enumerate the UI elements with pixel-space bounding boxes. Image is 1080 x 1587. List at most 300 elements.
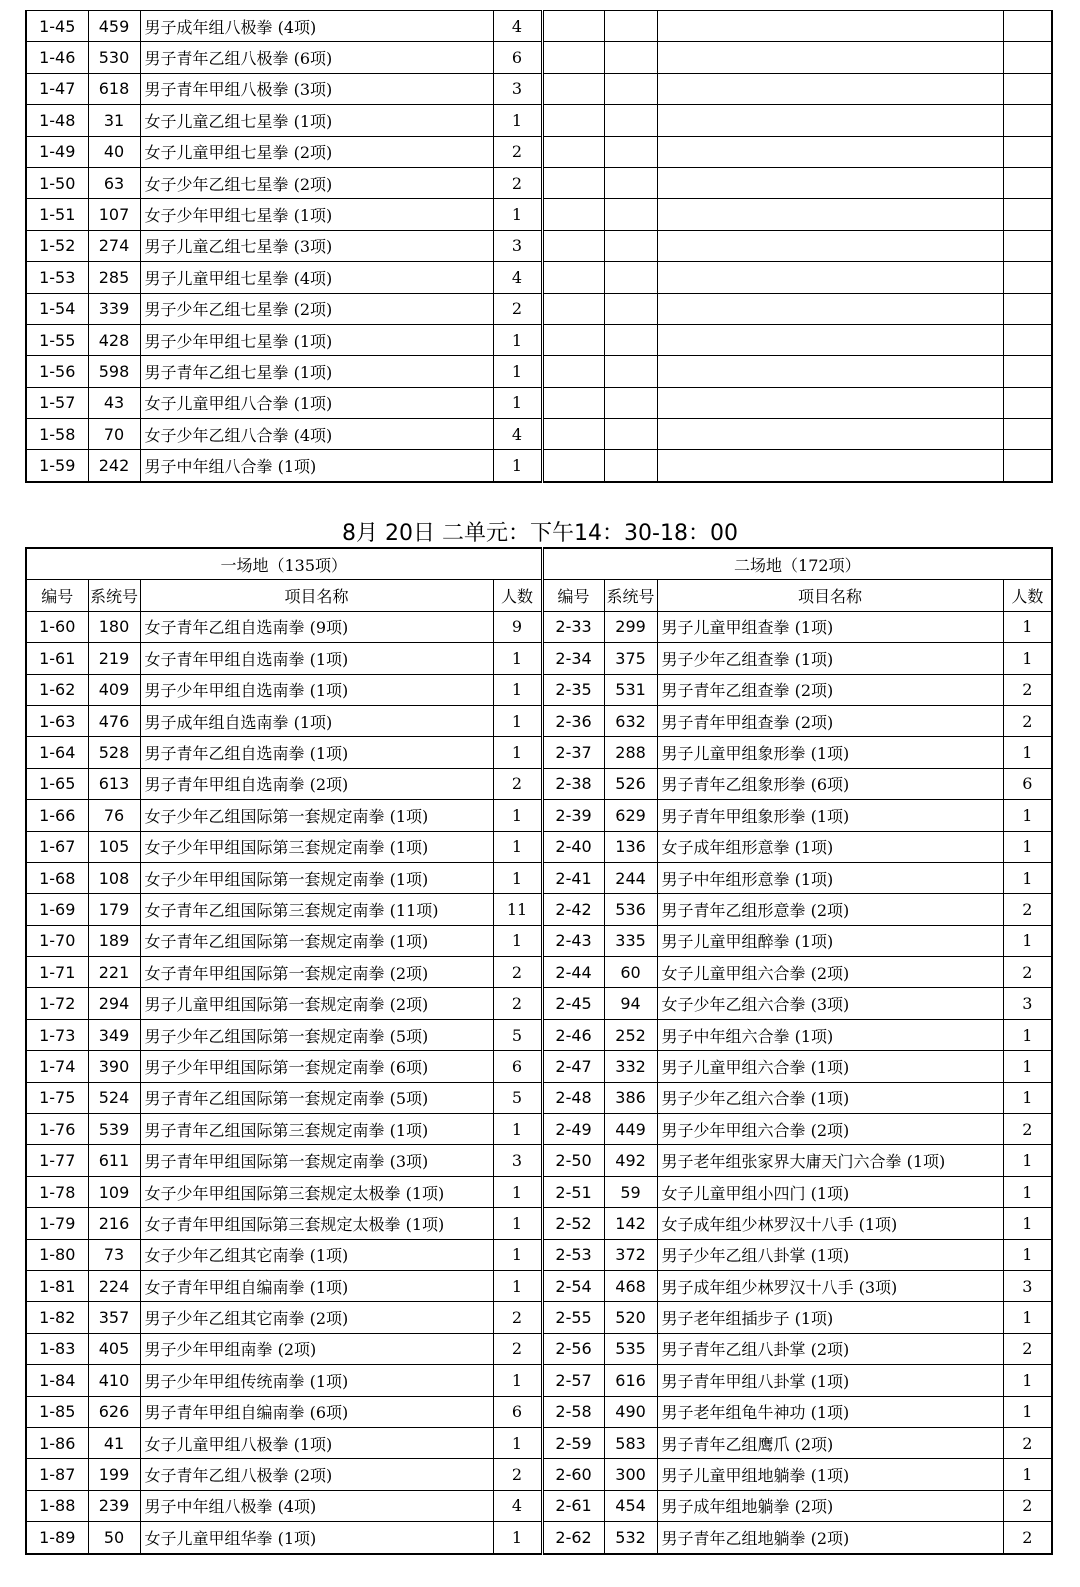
participant-count: 6 [493, 1051, 542, 1082]
empty-cell [604, 450, 657, 482]
event-code: 2-52 [542, 1208, 604, 1239]
empty-cell [542, 167, 604, 198]
participant-count: 1 [493, 705, 542, 736]
empty-cell [657, 230, 1003, 261]
table-row [26, 1019, 1052, 1050]
event-name: 男子中年组八极拳 (4项) [140, 1490, 493, 1521]
empty-cell [1003, 42, 1052, 73]
empty-cell [604, 73, 657, 104]
event-code: 2-43 [542, 925, 604, 956]
event-code: 1-71 [26, 957, 88, 988]
empty-cell [542, 199, 604, 230]
empty-cell [1003, 73, 1052, 104]
system-number: 252 [604, 1019, 657, 1050]
event-name: 女子少年乙组其它南拳 (1项) [140, 1239, 493, 1270]
empty-cell [657, 293, 1003, 324]
table-row [26, 643, 1052, 674]
event-name: 女子青年乙组自选南拳 (9项) [140, 611, 493, 642]
system-number: 107 [88, 199, 140, 230]
table-row [26, 356, 1052, 387]
session-title: 8月 20日 二单元：下午14：30-18：00 [342, 521, 738, 546]
event-code: 2-44 [542, 957, 604, 988]
participant-count: 1 [1003, 737, 1052, 768]
event-name: 男子少年乙组查拳 (1项) [657, 643, 1003, 674]
event-code: 1-77 [26, 1145, 88, 1176]
empty-cell [604, 42, 657, 73]
event-name: 女子儿童甲组华拳 (1项) [140, 1522, 493, 1554]
event-code: 2-47 [542, 1051, 604, 1082]
system-number: 94 [604, 988, 657, 1019]
participant-count: 2 [493, 1302, 542, 1333]
event-code: 1-53 [26, 262, 88, 293]
participant-count: 2 [493, 988, 542, 1019]
table-row [26, 199, 1052, 230]
event-name: 男子老年组张家界大庸天门六合拳 (1项) [657, 1145, 1003, 1176]
system-number: 490 [604, 1396, 657, 1427]
event-code: 1-88 [26, 1490, 88, 1521]
event-name: 男子儿童甲组象形拳 (1项) [657, 737, 1003, 768]
event-name: 男子青年乙组象形拳 (6项) [657, 768, 1003, 799]
participant-count: 6 [493, 42, 542, 73]
event-name: 男子青年甲组查拳 (2项) [657, 705, 1003, 736]
empty-cell [1003, 11, 1052, 42]
empty-cell [542, 356, 604, 387]
system-number: 535 [604, 1333, 657, 1364]
participant-count: 1 [493, 674, 542, 705]
participant-count: 2 [493, 167, 542, 198]
participant-count: 2 [1003, 1490, 1052, 1521]
col-sys-header-2: 系统号 [604, 580, 657, 611]
event-code: 1-62 [26, 674, 88, 705]
system-number: 531 [604, 674, 657, 705]
event-code: 1-69 [26, 894, 88, 925]
participant-count: 1 [493, 1114, 542, 1145]
event-name: 女子少年乙组六合拳 (3项) [657, 988, 1003, 1019]
event-code: 1-82 [26, 1302, 88, 1333]
participant-count: 2 [493, 957, 542, 988]
table-row [26, 450, 1052, 482]
participant-count: 4 [493, 11, 542, 42]
empty-cell [657, 262, 1003, 293]
event-name: 女子少年甲组国际第一套规定南拳 (1项) [140, 862, 493, 893]
empty-cell [1003, 324, 1052, 355]
event-name: 男子少年乙组七星拳 (2项) [140, 293, 493, 324]
col-count-header-2: 人数 [1003, 580, 1052, 611]
event-name: 男子成年组地躺拳 (2项) [657, 1490, 1003, 1521]
event-name: 男子青年乙组地躺拳 (2项) [657, 1522, 1003, 1554]
event-name: 女子成年组少林罗汉十八手 (1项) [657, 1208, 1003, 1239]
participant-count: 3 [493, 1145, 542, 1176]
event-name: 男子老年组龟牛神功 (1项) [657, 1396, 1003, 1427]
table-row [26, 1082, 1052, 1113]
table-row [26, 1459, 1052, 1490]
table-row [26, 957, 1052, 988]
system-number: 626 [88, 1396, 140, 1427]
col-count-header: 人数 [493, 580, 542, 611]
event-name: 女子儿童甲组八合拳 (1项) [140, 387, 493, 418]
system-number: 539 [88, 1114, 140, 1145]
event-code: 1-57 [26, 387, 88, 418]
col-name-header-2: 项目名称 [657, 580, 1003, 611]
table-row [26, 324, 1052, 355]
participant-count: 1 [1003, 611, 1052, 642]
empty-cell [1003, 262, 1052, 293]
top-schedule-body [26, 11, 1052, 482]
event-code: 2-61 [542, 1490, 604, 1521]
participant-count: 1 [1003, 1051, 1052, 1082]
venue-header-row [26, 548, 1052, 580]
system-number: 73 [88, 1239, 140, 1270]
system-number: 632 [604, 705, 657, 736]
participant-count: 1 [493, 324, 542, 355]
empty-cell [1003, 136, 1052, 167]
venue2-header: 二场地（172项） [542, 548, 1052, 580]
event-code: 1-66 [26, 800, 88, 831]
participant-count: 1 [493, 1427, 542, 1458]
event-name: 男子少年乙组国际第一套规定南拳 (5项) [140, 1019, 493, 1050]
table-row [26, 1114, 1052, 1145]
system-number: 221 [88, 957, 140, 988]
event-name: 男子青年乙组形意拳 (2项) [657, 894, 1003, 925]
event-name: 男子青年乙组国际第一套规定南拳 (5项) [140, 1082, 493, 1113]
event-code: 2-58 [542, 1396, 604, 1427]
system-number: 526 [604, 768, 657, 799]
venue1-header: 一场地（135项） [26, 548, 542, 580]
empty-cell [542, 42, 604, 73]
table-row [26, 1333, 1052, 1364]
table-row [26, 925, 1052, 956]
empty-cell [542, 11, 604, 42]
event-code: 1-67 [26, 831, 88, 862]
table-row [26, 293, 1052, 324]
table-row [26, 831, 1052, 862]
empty-cell [542, 387, 604, 418]
event-code: 1-61 [26, 643, 88, 674]
table-row [26, 1239, 1052, 1270]
table-row [26, 1208, 1052, 1239]
event-code: 1-81 [26, 1270, 88, 1301]
system-number: 180 [88, 611, 140, 642]
empty-cell [604, 167, 657, 198]
event-name: 男子少年甲组六合拳 (2项) [657, 1114, 1003, 1145]
empty-cell [657, 450, 1003, 482]
event-name: 男子中年组八合拳 (1项) [140, 450, 493, 482]
event-name: 女子儿童甲组六合拳 (2项) [657, 957, 1003, 988]
system-number: 532 [604, 1522, 657, 1554]
participant-count: 1 [493, 1208, 542, 1239]
event-name: 女子儿童甲组八极拳 (1项) [140, 1427, 493, 1458]
event-code: 2-33 [542, 611, 604, 642]
participant-count: 1 [1003, 1365, 1052, 1396]
system-number: 142 [604, 1208, 657, 1239]
participant-count: 6 [1003, 768, 1052, 799]
table-row [26, 1302, 1052, 1333]
participant-count: 1 [1003, 800, 1052, 831]
event-code: 2-62 [542, 1522, 604, 1554]
participant-count: 4 [493, 262, 542, 293]
system-number: 613 [88, 768, 140, 799]
event-code: 2-49 [542, 1114, 604, 1145]
system-number: 409 [88, 674, 140, 705]
system-number: 449 [604, 1114, 657, 1145]
participant-count: 1 [493, 1270, 542, 1301]
event-name: 男子少年乙组八卦掌 (1项) [657, 1239, 1003, 1270]
event-name: 男子青年甲组八卦掌 (1项) [657, 1365, 1003, 1396]
participant-count: 2 [1003, 674, 1052, 705]
participant-count: 5 [493, 1019, 542, 1050]
table-row [26, 988, 1052, 1019]
participant-count: 6 [493, 1396, 542, 1427]
event-name: 男子青年乙组鹰爪 (2项) [657, 1427, 1003, 1458]
table-row [26, 11, 1052, 42]
event-name: 女子青年乙组国际第三套规定南拳 (11项) [140, 894, 493, 925]
event-code: 2-60 [542, 1459, 604, 1490]
empty-cell [604, 262, 657, 293]
event-code: 1-65 [26, 768, 88, 799]
event-name: 男子老年组插步子 (1项) [657, 1302, 1003, 1333]
event-name: 男子青年甲组象形拳 (1项) [657, 800, 1003, 831]
system-number: 285 [88, 262, 140, 293]
event-code: 2-45 [542, 988, 604, 1019]
empty-cell [1003, 230, 1052, 261]
system-number: 611 [88, 1145, 140, 1176]
event-name: 男子青年乙组七星拳 (1项) [140, 356, 493, 387]
event-name: 男子成年组八极拳 (4项) [140, 11, 493, 42]
event-name: 男子儿童甲组醉拳 (1项) [657, 925, 1003, 956]
event-name: 女子青年甲组国际第一套规定南拳 (2项) [140, 957, 493, 988]
event-code: 2-39 [542, 800, 604, 831]
participant-count: 1 [1003, 862, 1052, 893]
participant-count: 3 [493, 73, 542, 104]
system-number: 349 [88, 1019, 140, 1050]
empty-cell [542, 73, 604, 104]
event-code: 1-75 [26, 1082, 88, 1113]
system-number: 459 [88, 11, 140, 42]
event-code: 1-55 [26, 324, 88, 355]
table-row [26, 894, 1052, 925]
empty-cell [604, 293, 657, 324]
event-name: 男子少年甲组南拳 (2项) [140, 1333, 493, 1364]
event-code: 2-56 [542, 1333, 604, 1364]
event-code: 2-37 [542, 737, 604, 768]
participant-count: 2 [493, 768, 542, 799]
participant-count: 4 [493, 419, 542, 450]
empty-cell [542, 293, 604, 324]
empty-cell [657, 105, 1003, 136]
table-row [26, 768, 1052, 799]
table-row [26, 1427, 1052, 1458]
participant-count: 2 [1003, 705, 1052, 736]
participant-count: 1 [1003, 1176, 1052, 1207]
empty-cell [542, 450, 604, 482]
system-number: 199 [88, 1459, 140, 1490]
empty-cell [604, 105, 657, 136]
system-number: 468 [604, 1270, 657, 1301]
event-name: 男子少年甲组七星拳 (1项) [140, 324, 493, 355]
system-number: 405 [88, 1333, 140, 1364]
event-name: 女子成年组形意拳 (1项) [657, 831, 1003, 862]
participant-count: 1 [493, 387, 542, 418]
col-code-header-2: 编号 [542, 580, 604, 611]
event-code: 2-38 [542, 768, 604, 799]
event-name: 女子青年甲组自编南拳 (1项) [140, 1270, 493, 1301]
event-name: 女子少年乙组七星拳 (2项) [140, 167, 493, 198]
participant-count: 3 [493, 230, 542, 261]
system-number: 244 [604, 862, 657, 893]
participant-count: 1 [493, 831, 542, 862]
system-number: 598 [88, 356, 140, 387]
participant-count: 4 [493, 1490, 542, 1521]
event-name: 男子青年乙组查拳 (2项) [657, 674, 1003, 705]
event-name: 男子成年组少林罗汉十八手 (3项) [657, 1270, 1003, 1301]
table-row [26, 387, 1052, 418]
table-row [26, 262, 1052, 293]
event-name: 男子青年甲组八极拳 (3项) [140, 73, 493, 104]
table-row [26, 800, 1052, 831]
empty-cell [542, 136, 604, 167]
system-number: 224 [88, 1270, 140, 1301]
event-name: 女子青年甲组自选南拳 (1项) [140, 643, 493, 674]
system-number: 31 [88, 105, 140, 136]
system-number: 59 [604, 1176, 657, 1207]
system-number: 339 [88, 293, 140, 324]
participant-count: 1 [1003, 1208, 1052, 1239]
empty-cell [604, 324, 657, 355]
table-row [26, 705, 1052, 736]
participant-count: 1 [493, 862, 542, 893]
participant-count: 1 [493, 737, 542, 768]
table-row [26, 42, 1052, 73]
system-number: 530 [88, 42, 140, 73]
event-name: 男子青年甲组国际第一套规定南拳 (3项) [140, 1145, 493, 1176]
system-number: 492 [604, 1145, 657, 1176]
system-number: 43 [88, 387, 140, 418]
empty-cell [1003, 387, 1052, 418]
empty-cell [1003, 167, 1052, 198]
event-code: 2-54 [542, 1270, 604, 1301]
system-number: 274 [88, 230, 140, 261]
event-code: 1-45 [26, 11, 88, 42]
participant-count: 1 [493, 450, 542, 482]
system-number: 335 [604, 925, 657, 956]
event-code: 1-51 [26, 199, 88, 230]
empty-cell [1003, 105, 1052, 136]
participant-count: 1 [1003, 1396, 1052, 1427]
system-number: 629 [604, 800, 657, 831]
empty-cell [657, 324, 1003, 355]
table-row [26, 1270, 1052, 1301]
system-number: 536 [604, 894, 657, 925]
event-code: 1-79 [26, 1208, 88, 1239]
system-number: 242 [88, 450, 140, 482]
event-code: 1-68 [26, 862, 88, 893]
event-code: 1-84 [26, 1365, 88, 1396]
table-row [26, 674, 1052, 705]
empty-cell [604, 199, 657, 230]
system-number: 288 [604, 737, 657, 768]
participant-count: 2 [493, 136, 542, 167]
table-row [26, 136, 1052, 167]
event-code: 1-47 [26, 73, 88, 104]
table-row [26, 1522, 1052, 1554]
participant-count: 1 [493, 1365, 542, 1396]
event-code: 1-70 [26, 925, 88, 956]
participant-count: 1 [1003, 831, 1052, 862]
system-number: 583 [604, 1427, 657, 1458]
table-row [26, 1051, 1052, 1082]
empty-cell [542, 262, 604, 293]
event-code: 2-48 [542, 1082, 604, 1113]
event-name: 男子少年甲组国际第一套规定南拳 (6项) [140, 1051, 493, 1082]
system-number: 428 [88, 324, 140, 355]
empty-cell [604, 136, 657, 167]
event-code: 1-73 [26, 1019, 88, 1050]
participant-count: 2 [493, 1459, 542, 1490]
event-code: 1-64 [26, 737, 88, 768]
system-number: 189 [88, 925, 140, 956]
event-code: 1-86 [26, 1427, 88, 1458]
system-number: 40 [88, 136, 140, 167]
event-code: 1-46 [26, 42, 88, 73]
table-row [26, 862, 1052, 893]
event-name: 男子青年乙组国际第三套规定南拳 (1项) [140, 1114, 493, 1145]
participant-count: 1 [1003, 1459, 1052, 1490]
system-number: 454 [604, 1490, 657, 1521]
system-number: 60 [604, 957, 657, 988]
top-schedule-table [25, 10, 1053, 483]
system-number: 386 [604, 1082, 657, 1113]
event-name: 男子青年乙组自选南拳 (1项) [140, 737, 493, 768]
system-number: 390 [88, 1051, 140, 1082]
event-code: 2-41 [542, 862, 604, 893]
empty-cell [657, 356, 1003, 387]
table-row [26, 1365, 1052, 1396]
event-name: 男子儿童甲组地躺拳 (1项) [657, 1459, 1003, 1490]
empty-cell [657, 11, 1003, 42]
empty-cell [604, 419, 657, 450]
participant-count: 2 [1003, 1427, 1052, 1458]
participant-count: 2 [1003, 957, 1052, 988]
empty-cell [542, 324, 604, 355]
system-number: 108 [88, 862, 140, 893]
event-name: 女子儿童甲组小四门 (1项) [657, 1176, 1003, 1207]
participant-count: 1 [493, 1522, 542, 1554]
participant-count: 1 [1003, 643, 1052, 674]
empty-cell [657, 73, 1003, 104]
event-code: 2-57 [542, 1365, 604, 1396]
event-code: 2-40 [542, 831, 604, 862]
event-code: 1-78 [26, 1176, 88, 1207]
event-code: 1-58 [26, 419, 88, 450]
event-name: 女子青年甲组国际第三套规定太极拳 (1项) [140, 1208, 493, 1239]
event-code: 2-51 [542, 1176, 604, 1207]
empty-cell [604, 230, 657, 261]
system-number: 375 [604, 643, 657, 674]
system-number: 76 [88, 800, 140, 831]
empty-cell [542, 419, 604, 450]
event-code: 2-35 [542, 674, 604, 705]
event-code: 1-74 [26, 1051, 88, 1082]
event-name: 女子儿童甲组七星拳 (2项) [140, 136, 493, 167]
system-number: 357 [88, 1302, 140, 1333]
system-number: 219 [88, 643, 140, 674]
event-code: 2-59 [542, 1427, 604, 1458]
event-code: 1-50 [26, 167, 88, 198]
empty-cell [657, 419, 1003, 450]
empty-cell [604, 387, 657, 418]
system-number: 63 [88, 167, 140, 198]
event-name: 男子青年甲组自选南拳 (2项) [140, 768, 493, 799]
